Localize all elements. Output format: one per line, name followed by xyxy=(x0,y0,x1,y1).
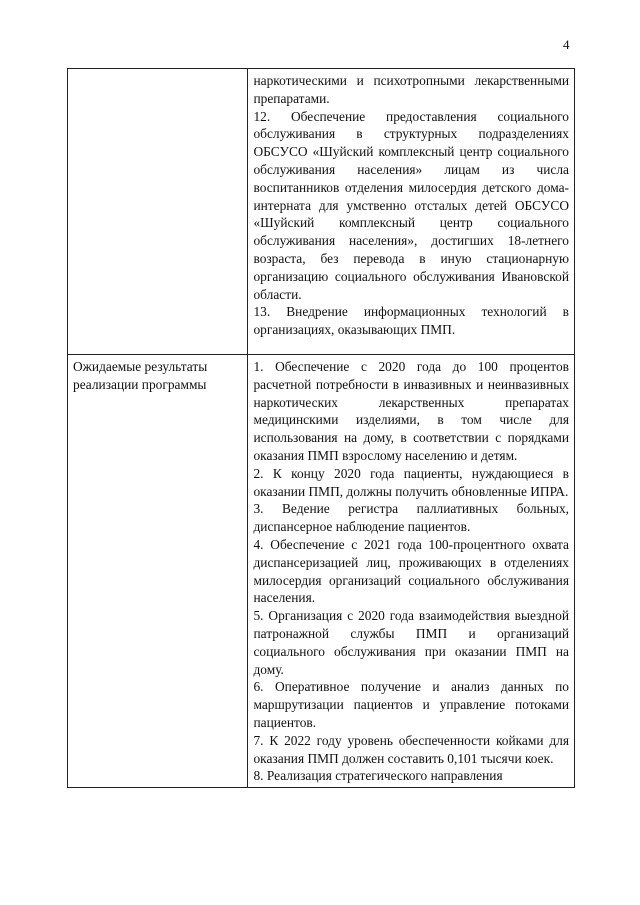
paragraph: 7. К 2022 году уровень обеспеченности койками для оказания ПМП должен составить 0,101 тысячи коек. xyxy=(253,732,569,766)
table-row xyxy=(68,355,575,788)
page-number: 4 xyxy=(563,37,570,52)
row-content-cell xyxy=(248,355,575,788)
paragraph: 8. Реализация стратегического направления xyxy=(253,768,503,784)
paragraph: 4. Обеспечение с 2021 года 100-процентного охвата диспансеризацией лиц, проживающих в отделениях милосердия организаций социального обслуживания населения. xyxy=(253,536,569,606)
row-content-cell xyxy=(248,69,575,355)
paragraph: наркотическими и психотропными лекарственными препаратами. xyxy=(253,73,569,106)
paragraph: 6. Оперативное получение и анализ данных по маршрутизации пациентов и управление потоками пациентов. xyxy=(253,679,569,730)
paragraph: 2. К концу 2020 года пациенты, нуждающиеся в оказании ПМП, должны получить обновленные ИПРА. xyxy=(253,465,569,499)
paragraph: 5. Организация с 2020 года взаимодействия выездной патронажной службы ПМП и организаций социального обслуживания при оказании ПМП на дому. xyxy=(253,608,569,677)
row-label-cell: Ожидаемые результаты реализации программы xyxy=(68,355,248,788)
program-passport-table xyxy=(67,68,575,788)
paragraph: 3. Ведение регистра паллиативных больных, диспансерное наблюдение пациентов. xyxy=(253,501,569,535)
paragraph: 13. Внедрение информационных технологий в организациях, оказывающих ПМП. xyxy=(253,304,569,338)
paragraph: 12. Обеспечение предоставления социального обслуживания в структурных подразделениях ОБСУСО «Шуйский комплексный центр социального обслуживания населения» лицам из числа воспитанников отделения милосердия детского дома-интерната для умственно отсталых детей ОБСУСО «Шуйский комплексный центр социального обслуживания населения», достигших 18-летнего возраста, без перевода в иную стационарную организацию социального обслуживания Ивановской области. xyxy=(253,108,569,302)
row-label-cell xyxy=(68,69,248,355)
paragraph: 1. Обеспечение с 2020 года до 100 процентов расчетной потребности в инвазивных и неинвазивных наркотических лекарственных препаратах медицинскими изделиями, в том числе для использования на дому, в соответствии с порядками оказания ПМП взрослому населению и детям. xyxy=(253,359,569,463)
table-row xyxy=(68,69,575,355)
